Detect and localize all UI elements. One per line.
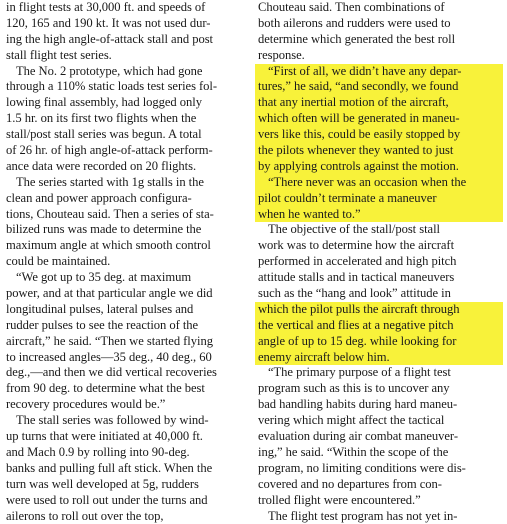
text-line: [6, 350, 246, 366]
line-text: longitudinal pulses, lateral pulses and: [6, 302, 193, 316]
line-text: in flight tests at 30,000 ft. and speeds of: [6, 0, 205, 14]
line-text: determine which generated the best roll: [258, 32, 455, 46]
line-text: The No. 2 prototype, which had gone: [16, 64, 202, 78]
highlighted-text-line: [255, 143, 503, 159]
line-text: of 26 hr. of high angle-of-attack perform-: [6, 143, 213, 157]
text-line: [258, 477, 503, 493]
line-text: “We got up to 35 deg. at maximum: [16, 270, 191, 284]
text-line: [6, 461, 246, 477]
line-text: aircraft,” he said. “Then we started flying: [6, 334, 213, 348]
line-text: maximum angle at which smooth control: [6, 238, 211, 252]
text-line: [6, 429, 246, 445]
text-line: [258, 493, 503, 509]
line-text: which the pilot pulls the aircraft through: [258, 302, 459, 316]
line-text: bad handling habits during hard maneu-: [258, 397, 457, 411]
text-line: [258, 32, 503, 48]
text-line: [258, 48, 503, 64]
line-text: The series started with 1g stalls in the: [16, 175, 204, 189]
text-line: [258, 365, 503, 381]
text-line: [258, 381, 503, 397]
highlighted-text-line: [255, 207, 503, 223]
text-line: [6, 32, 246, 48]
text-line: [6, 270, 246, 286]
line-text: program, no limiting conditions were dis-: [258, 461, 466, 475]
line-text: tions, Chouteau said. Then a series of sta-: [6, 207, 214, 221]
highlighted-text-line: [255, 318, 503, 334]
line-text: the vertical and flies at a negative pitch: [258, 318, 453, 332]
line-text: from 90 deg. to determine what the best: [6, 381, 205, 395]
text-line: [6, 111, 246, 127]
text-column-left: [6, 0, 246, 524]
line-text: that any inertial motion of the aircraft,: [258, 95, 449, 109]
text-line: [258, 445, 503, 461]
highlighted-text-line: [255, 175, 503, 191]
text-line: [6, 127, 246, 143]
line-text: “The primary purpose of a flight test: [268, 365, 451, 379]
line-text: deg.,—and then we did vertical recoveries: [6, 365, 217, 379]
line-text: which often will be generated in maneu-: [258, 111, 460, 125]
line-text: were used to roll out under the turns and: [6, 493, 208, 507]
text-line: [6, 318, 246, 334]
text-line: [258, 270, 503, 286]
highlighted-text-line: [255, 334, 503, 350]
text-line: [258, 254, 503, 270]
line-text: response.: [258, 48, 305, 62]
line-text: ing,” he said. “Within the scope of the: [258, 445, 448, 459]
text-line: [6, 48, 246, 64]
text-line: [258, 461, 503, 477]
line-text: banks and pulling full aft stick. When the: [6, 461, 212, 475]
text-line: [6, 254, 246, 270]
line-text: stall/post stall series was begun. A total: [6, 127, 202, 141]
text-line: [6, 207, 246, 223]
line-text: ailerons to roll out over the top,: [6, 509, 163, 523]
line-text: to increased angles—35 deg., 40 deg., 60: [6, 350, 212, 364]
line-text: and Mach 0.9 by rolling into 90-deg.: [6, 445, 190, 459]
line-text: angle of up to 15 deg. while looking for: [258, 334, 456, 348]
line-text: Chouteau said. Then combinations of: [258, 0, 445, 14]
highlighted-text-line: [255, 95, 503, 111]
text-line: [6, 381, 246, 397]
highlighted-text-line: [255, 159, 503, 175]
line-text: ance data were recorded on 20 flights.: [6, 159, 196, 173]
line-text: could be maintained.: [6, 254, 110, 268]
text-line: [6, 477, 246, 493]
text-line: [6, 222, 246, 238]
line-text: 1.5 hr. on its first two flights when the: [6, 111, 196, 125]
text-line: [6, 286, 246, 302]
text-line: [6, 365, 246, 381]
text-line: [258, 429, 503, 445]
text-line: [6, 302, 246, 318]
line-text: both ailerons and rudders were used to: [258, 16, 451, 30]
line-text: clean and power approach configura-: [6, 191, 192, 205]
text-line: [6, 334, 246, 350]
highlighted-text-line: [255, 302, 503, 318]
text-line: [6, 397, 246, 413]
highlighted-text-line: [255, 79, 503, 95]
line-text: stall flight test series.: [6, 48, 112, 62]
text-line: [6, 191, 246, 207]
line-text: through a 110% static loads test series fol-: [6, 79, 217, 93]
line-text: enemy aircraft below him.: [258, 350, 390, 364]
text-line: [258, 222, 503, 238]
text-line: [6, 95, 246, 111]
line-text: work was to determine how the aircraft: [258, 238, 454, 252]
text-line: [6, 79, 246, 95]
line-text: attitude stalls and in tactical maneuvers: [258, 270, 454, 284]
line-text: pilot couldn’t terminate a maneuver: [258, 191, 436, 205]
text-line: [6, 143, 246, 159]
line-text: The stall series was followed by wind-: [16, 413, 209, 427]
text-line: [6, 509, 246, 524]
text-line: [6, 413, 246, 429]
text-line: [6, 493, 246, 509]
text-line: [6, 159, 246, 175]
text-line: [258, 413, 503, 429]
line-text: the pilots whenever they wanted to just: [258, 143, 453, 157]
line-text: The objective of the stall/post stall: [268, 222, 440, 236]
text-line: [6, 64, 246, 80]
text-column-right: [258, 0, 503, 524]
line-text: tures,” he said, “and secondly, we found: [258, 79, 458, 93]
text-line: [6, 0, 246, 16]
line-text: The flight test program has not yet in-: [268, 509, 457, 523]
text-line: [258, 509, 503, 524]
line-text: 120, 165 and 190 kt. It was not used dur-: [6, 16, 210, 30]
line-text: program such as this is to uncover any: [258, 381, 450, 395]
text-line: [258, 397, 503, 413]
text-line: [6, 238, 246, 254]
line-text: such as the “hang and look” attitude in: [258, 286, 451, 300]
line-text: vering which might affect the tactical: [258, 413, 444, 427]
line-text: recovery procedures would be.”: [6, 397, 165, 411]
line-text: trolled flight were encountered.”: [258, 493, 421, 507]
text-line: [258, 0, 503, 16]
line-text: ing the high angle-of-attack stall and post: [6, 32, 213, 46]
line-text: “First of all, we didn’t have any depar-: [268, 64, 461, 78]
line-text: vers like this, could be easily stopped by: [258, 127, 460, 141]
line-text: covered and no departures from con-: [258, 477, 442, 491]
text-line: [258, 286, 503, 302]
line-text: bilized runs was made to determine the: [6, 222, 201, 236]
line-text: by applying controls against the motion.: [258, 159, 459, 173]
line-text: up turns that were initiated at 40,000 ft.: [6, 429, 203, 443]
text-line: [258, 238, 503, 254]
highlighted-text-line: [255, 127, 503, 143]
line-text: turn was well developed at 5g, rudders: [6, 477, 199, 491]
line-text: rudder pulses to see the reaction of the: [6, 318, 198, 332]
highlighted-text-line: [255, 350, 503, 366]
text-line: [6, 445, 246, 461]
line-text: “There never was an occasion when the: [268, 175, 466, 189]
line-text: power, and at that particular angle we did: [6, 286, 213, 300]
text-line: [6, 16, 246, 32]
highlighted-text-line: [255, 111, 503, 127]
line-text: when he wanted to.”: [258, 207, 361, 221]
line-text: lowing final assembly, had logged only: [6, 95, 202, 109]
text-line: [6, 175, 246, 191]
highlighted-text-line: [255, 191, 503, 207]
highlighted-text-line: [255, 64, 503, 80]
line-text: evaluation during air combat maneuver-: [258, 429, 458, 443]
text-line: [258, 16, 503, 32]
line-text: performed in accelerated and high pitch: [258, 254, 456, 268]
